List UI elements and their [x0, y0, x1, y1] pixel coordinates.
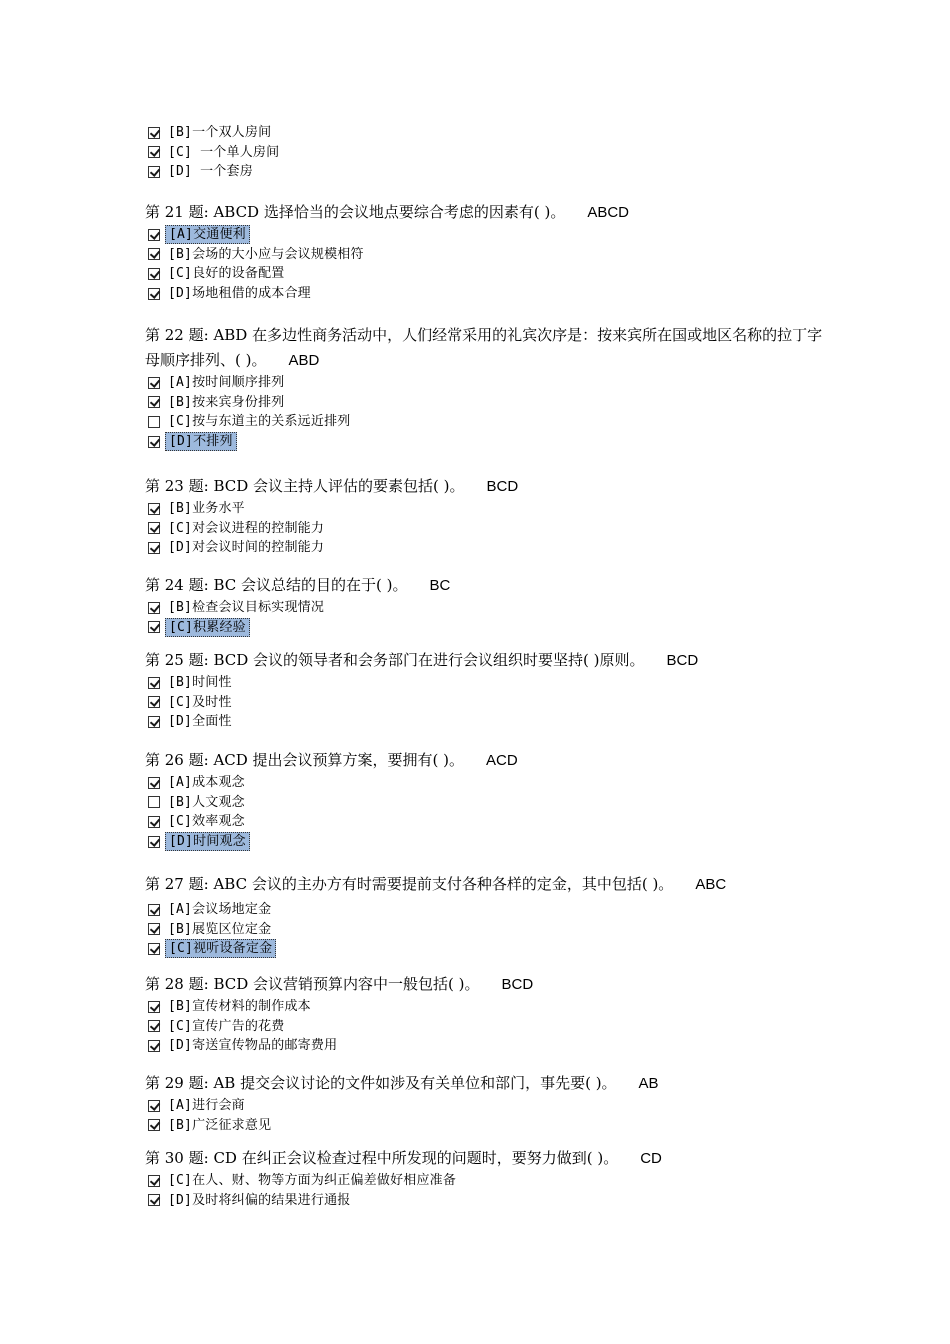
question-block	[145, 200, 825, 303]
option-item[interactable]	[145, 432, 825, 452]
question-stem: 第 27 题: ABC 会议的主办方有时需要提前支付各种各样的定金，其中包括( )。	[145, 875, 674, 893]
question-stem: 第 24 题: BC 会议总结的目的在于( )。	[145, 576, 408, 594]
question-block	[145, 872, 825, 959]
option-item[interactable]	[145, 1096, 825, 1116]
option-item[interactable]	[145, 773, 825, 793]
checkbox-checked-icon[interactable]	[148, 1040, 160, 1052]
option-list	[145, 225, 825, 303]
checkbox-checked-icon[interactable]	[148, 696, 160, 708]
option-label: [B]一个双人房间	[168, 125, 272, 141]
question-answer: CD	[640, 1150, 662, 1167]
option-label: [A]进行会商	[168, 1098, 245, 1114]
question-block	[145, 648, 825, 732]
option-label: [A]按时间顺序排列	[168, 375, 285, 391]
question-answer: ACD	[486, 752, 518, 769]
question-stem: 第 26 题: ACD 提出会议预算方案，要拥有( )。	[145, 751, 465, 769]
checkbox-checked-icon[interactable]	[148, 1001, 160, 1013]
option-list	[145, 123, 825, 182]
option-list	[145, 673, 825, 732]
option-item[interactable]	[145, 997, 825, 1017]
option-label: [C]对会议进程的控制能力	[168, 520, 325, 536]
option-item[interactable]	[145, 284, 825, 304]
option-label: [C]宣传广告的花费	[168, 1018, 285, 1034]
question-text	[145, 972, 825, 997]
option-item[interactable]	[145, 900, 825, 920]
option-item[interactable]	[145, 373, 825, 393]
question-text	[145, 1146, 825, 1171]
checkbox-checked-icon[interactable]	[148, 1100, 160, 1112]
option-label: [C]效率观念	[168, 814, 245, 830]
checkbox-checked-icon[interactable]	[148, 816, 160, 828]
option-item[interactable]	[145, 393, 825, 413]
option-item[interactable]	[145, 793, 825, 813]
question-text	[145, 648, 825, 673]
question-text	[145, 323, 825, 373]
checkbox-checked-icon[interactable]	[148, 923, 160, 935]
option-label: [D]场地租借的成本合理	[168, 286, 311, 302]
question-block	[145, 474, 825, 558]
option-item[interactable]	[145, 1171, 825, 1191]
option-list	[145, 499, 825, 558]
option-label: [D]对会议时间的控制能力	[168, 540, 325, 556]
checkbox-checked-icon[interactable]	[148, 1020, 160, 1032]
option-item[interactable]	[145, 693, 825, 713]
option-label: [C]良好的设备配置	[168, 266, 285, 282]
option-label: [C]在人、财、物等方面为纠正偏差做好相应准备	[168, 1173, 457, 1189]
checkbox-checked-icon[interactable]	[148, 542, 160, 554]
checkbox-checked-icon[interactable]	[148, 248, 160, 260]
checkbox-checked-icon[interactable]	[148, 904, 160, 916]
question-block	[145, 1071, 825, 1135]
option-label: [B]时间性	[168, 675, 232, 691]
question-block	[145, 573, 825, 637]
option-label: [B]宣传材料的制作成本	[168, 999, 311, 1015]
option-item[interactable]	[145, 812, 825, 832]
checkbox-checked-icon[interactable]	[148, 146, 160, 158]
option-item[interactable]	[145, 538, 825, 558]
option-item[interactable]	[145, 618, 825, 638]
option-label: [C] 一个单人房间	[168, 144, 280, 160]
question-block	[145, 972, 825, 1056]
option-label: [A]会议场地定金	[168, 902, 272, 918]
option-label: [D]寄送宣传物品的邮寄费用	[168, 1038, 338, 1054]
question-block	[145, 323, 825, 451]
checkbox-checked-icon[interactable]	[148, 777, 160, 789]
option-label: [D]不排列	[165, 432, 237, 451]
question-block	[145, 748, 825, 851]
option-item[interactable]	[145, 412, 825, 432]
option-list	[145, 773, 825, 851]
option-list	[145, 1171, 825, 1210]
option-item[interactable]	[145, 1017, 825, 1037]
checkbox-checked-icon[interactable]	[148, 621, 160, 633]
question-stem: 第 28 题: BCD 会议营销预算内容中一般包括( )。	[145, 975, 480, 993]
option-label: [D]时间观念	[165, 832, 250, 851]
checkbox-checked-icon[interactable]	[148, 1119, 160, 1131]
question-answer: BCD	[486, 478, 519, 495]
question-text	[145, 573, 825, 598]
question-stem: 第 22 题: ABD 在多边性商务活动中，人们经常采用的礼宾次序是：按来宾所在国或地区名称的拉丁字母顺序排列、( )。	[145, 326, 823, 369]
question-stem: 第 23 题: BCD 会议主持人评估的要素包括( )。	[145, 477, 465, 495]
option-item[interactable]	[145, 920, 825, 940]
option-label: [C]按与东道主的关系远近排列	[168, 414, 351, 430]
question-answer: AB	[638, 1075, 659, 1092]
checkbox-checked-icon[interactable]	[148, 166, 160, 178]
question-stem: 第 21 题: ABCD 选择恰当的会议地点要综合考虑的因素有( )。	[145, 203, 566, 221]
option-label: [B]广泛征求意见	[168, 1117, 272, 1133]
checkbox-checked-icon[interactable]	[148, 396, 160, 408]
question-stem: 第 29 题: AB 提交会议讨论的文件如涉及有关单位和部门，事先要( )。	[145, 1074, 617, 1092]
option-label: [B]人文观念	[168, 794, 245, 810]
option-list	[145, 997, 825, 1056]
question-text	[145, 872, 825, 900]
option-label: [D]及时将纠偏的结果进行通报	[168, 1192, 351, 1208]
option-item[interactable]	[145, 499, 825, 519]
checkbox-checked-icon[interactable]	[148, 1175, 160, 1187]
question-answer: BCD	[666, 652, 699, 669]
checkbox-checked-icon[interactable]	[148, 436, 160, 448]
question-text	[145, 200, 825, 225]
checkbox-checked-icon[interactable]	[148, 522, 160, 534]
checkbox-checked-icon[interactable]	[148, 127, 160, 139]
question-block	[145, 1146, 825, 1210]
option-item[interactable]	[145, 143, 825, 163]
question-answer: BC	[429, 577, 451, 594]
checkbox-checked-icon[interactable]	[148, 943, 160, 955]
option-item[interactable]	[145, 673, 825, 693]
checkbox-unchecked-icon[interactable]	[148, 796, 160, 808]
option-label: [B]会场的大小应与会议规模相符	[168, 246, 364, 262]
option-label: [D] 一个套房	[168, 164, 253, 180]
question-answer: ABC	[695, 876, 727, 893]
option-label: [C]视听设备定金	[165, 939, 276, 958]
checkbox-unchecked-icon[interactable]	[148, 416, 160, 428]
question-text	[145, 748, 825, 773]
option-list	[145, 598, 825, 637]
option-label: [A]交通便利	[165, 225, 250, 244]
option-item[interactable]	[145, 162, 825, 182]
option-item[interactable]	[145, 264, 825, 284]
question-stem: 第 30 题: CD 在纠正会议检查过程中所发现的问题时，要努力做到( )。	[145, 1149, 619, 1167]
option-item[interactable]	[145, 1191, 825, 1211]
question-text	[145, 474, 825, 499]
option-item[interactable]	[145, 225, 825, 245]
checkbox-checked-icon[interactable]	[148, 288, 160, 300]
option-item[interactable]	[145, 598, 825, 618]
question-answer: ABCD	[587, 204, 630, 221]
question-block	[145, 123, 825, 182]
option-item[interactable]	[145, 123, 825, 143]
option-list	[145, 900, 825, 959]
checkbox-checked-icon[interactable]	[148, 377, 160, 389]
question-answer: BCD	[501, 976, 534, 993]
option-label: [C]及时性	[168, 694, 232, 710]
checkbox-checked-icon[interactable]	[148, 229, 160, 241]
option-list	[145, 373, 825, 451]
checkbox-checked-icon[interactable]	[148, 503, 160, 515]
option-label: [C]积累经验	[165, 618, 250, 637]
option-item[interactable]	[145, 245, 825, 265]
option-item[interactable]	[145, 712, 825, 732]
checkbox-checked-icon[interactable]	[148, 716, 160, 728]
option-label: [B]检查会议目标实现情况	[168, 600, 325, 616]
option-label: [B]展览区位定金	[168, 921, 272, 937]
option-list	[145, 1096, 825, 1135]
option-item[interactable]	[145, 1036, 825, 1056]
option-item[interactable]	[145, 939, 825, 959]
checkbox-checked-icon[interactable]	[148, 677, 160, 689]
option-item[interactable]	[145, 832, 825, 852]
question-text	[145, 1071, 825, 1096]
checkbox-checked-icon[interactable]	[148, 1194, 160, 1206]
checkbox-checked-icon[interactable]	[148, 836, 160, 848]
question-stem: 第 25 题: BCD 会议的领导者和会务部门在进行会议组织时要坚持( )原则。	[145, 651, 645, 669]
option-label: [A]成本观念	[168, 775, 245, 791]
checkbox-checked-icon[interactable]	[148, 602, 160, 614]
question-answer: ABD	[288, 352, 320, 369]
checkbox-checked-icon[interactable]	[148, 268, 160, 280]
option-item[interactable]	[145, 519, 825, 539]
option-label: [B]业务水平	[168, 501, 245, 517]
option-label: [B]按来宾身份排列	[168, 394, 285, 410]
option-label: [D]全面性	[168, 714, 232, 730]
option-item[interactable]	[145, 1116, 825, 1136]
